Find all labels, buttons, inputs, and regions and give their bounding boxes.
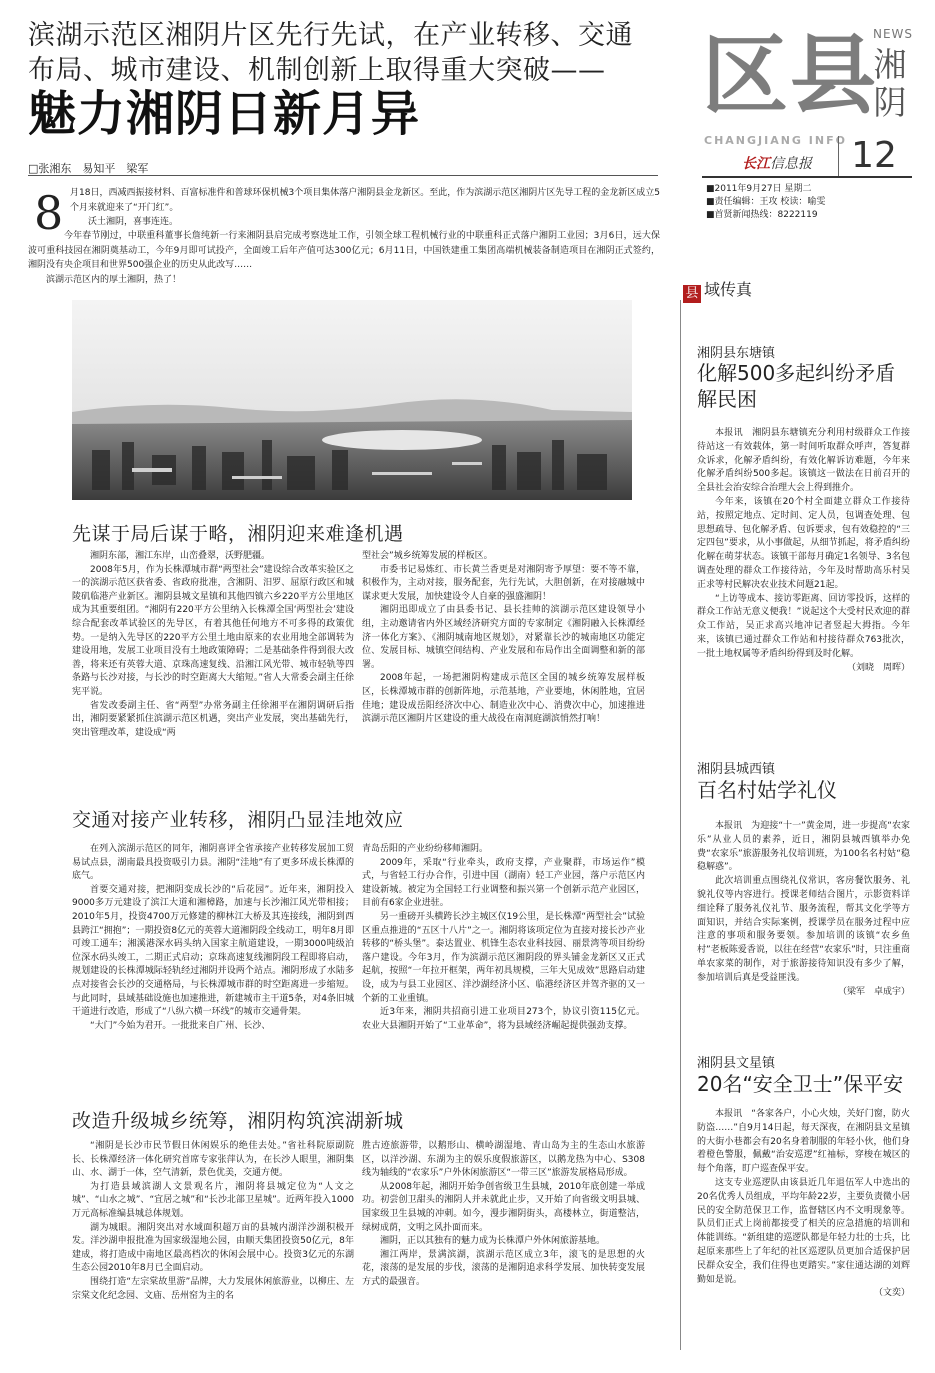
brand-rest: 信息报 [770, 156, 812, 172]
paragraph: 2008年5月，作为长株潭城市群“两型社会”建设综合改革实验区之一的滨湖示范区获省委、省政府批准，含湘阴、汨罗、屈原行政区和城陵矶临港产业新区。湘阴县城文星镇和其他四镇六乡220平方公里地区成为其重要组团。“湘阴有220平方公里纳入长株潭全国‘两型社会’建设综合配套改革试验区的先导区，有着其他任何地方不可多得的政策优势。一是纳入先导区的220平方公里土地由原来的农业用地全部调转为建设用地，发展工业项目没有土地政策障碍；二是基础条件得到很大改善，将来还有英蓉大道、京珠高速复线、沿湘江风光带、城市轻轨等四条路与长沙对接，与长沙的时空距离大大缩短。”省人大常委会副主任徐宪平说。 [72, 564, 354, 697]
article-subtitle: 湘阴县文星镇 [697, 1056, 776, 1071]
article-author: （梁军 卓成宇） [837, 986, 910, 997]
section-3-right-column [362, 1140, 645, 1290]
headline-divider [28, 175, 658, 176]
paragraph: 2009年，采取“行业牵头，政府支撑，产业聚群，市场运作”模式，与省轻工行办合作，引进中国（湖南）轻工产业园，落户示范区内建设新城。被定为全国轻工行业调整和振兴第一个创新示范产业园区，目前有6家企业进驻。 [362, 857, 645, 909]
headline-kicker: 滨湖示范区湘阴片区先行先试，在产业转移、交通布局、城市建设、机制创新上取得重大突破—— [28, 20, 633, 86]
city-panorama-photo [72, 300, 632, 500]
issue-editors: ■责任编辑：王攻 校读：喻雯 [706, 197, 826, 207]
paragraph: 2008年起，一场把湘阴构建成示范区全国的城乡统筹发展样板区，长株潭城市群的创新阵地，示范基地，产业要地，休闲胜地，宜居佳地；建设成岳阳经济次中心、制造业次中心、消费次中心，加速推进滨湖示范区湘阴片区建设的重大战役在南洞庭湖滨悄然打响！ [362, 673, 645, 725]
paragraph: 本报讯 “各家各户，小心火烛，关好门窗，防火防盗……”自9月14日起，每天深夜，在湘阴县文星镇的大街小巷都会有20名身着制服的年轻小伙，他们身着橙色警服，佩戴“治安巡逻”红袖标，穿梭在城区的每个角落，盯户巡查保平安。 [697, 1109, 910, 1175]
lead-paragraph: 滨湖示范区内的厚土湘阴，热了！ [46, 274, 182, 285]
paragraph: 另一重磅开头横跨长沙主城区仅19公里，是长株潭“两型社会”试验区重点推进的“五区十八片”之一。湘阴将该项定位为直接对接长沙产业转移的“桥头堡”。泰达置业、机锋生态农业科技园、丽景湾等项目纷纷落户建设。今年3月，作为滨湖示范区湘阴段的界头铺金龙新区又正式起航，按照“一年拉开框架，两年初具规模，三年大见成效”思路启动建设，成为与县工业园区、洋沙湖经济小区、临港经济区并驾齐驱的又一个新的工业重镇。 [362, 911, 645, 1004]
lead-paragraph: 今年春节刚过，中联重科董事长詹纯新一行来湘阴县启完成考察选址工作，引领全球工程机械行业的中联重科正式落户湘阴工业园；3月6日，远大保波可重科技园在湘阴奠基动工，今年9月即可试投产，全面竣工后年产值可达300亿元；6月11日，中国铁建重工集团高端机械装备制造项目在湘阴正式签约，湘阴没有央企项目和世界500强企业的历史从此改写…… [28, 231, 660, 270]
masthead-section: 区县 [702, 26, 878, 126]
paragraph: 为打造县域滨湖人文景观名片，湘阴将县城定位为“人文之城”、“山水之城”、“宜居之城”和“长沙北部卫星城”。近两年投入1000万元高标准编县城总体规划。 [72, 1181, 354, 1219]
paragraph: “大门”今始为君开。一批批来自广州、长沙、 [90, 1020, 271, 1031]
sidebar-divider [680, 300, 681, 1350]
lead-paragraph: 沃土湘阴，喜事连连。 [88, 217, 179, 227]
section-title: 改造升级城乡统筹，湘阴构筑滨湖新城 [72, 1110, 404, 1132]
lead-first [70, 186, 660, 230]
article-subtitle: 湘阴县东塘镇 [697, 346, 776, 361]
paragraph: 青岛岳阳的产业纷纷移师湘阴。 [362, 844, 489, 854]
paragraph: 湘阴东部，湘江东岸，山峦叠翠，沃野肥疆。 [90, 551, 271, 561]
paragraph: 湘江两岸，景满滨湖，滨湖示范区成立3年，滚飞的是思想的火花，滚荡的是发展的步伐，滚荡的是湘阴追求科学发展、加快转变发展方式的最强音。 [362, 1249, 645, 1287]
issue-meta [706, 183, 825, 222]
issue-hotline: ■首贤新闻热线：8222119 [706, 210, 818, 220]
paragraph: 今年来，该镇在20个村全面建立群众工作接待站，按照定地点、定时间、定人员，包调查处理、包思想疏导、包化解矛盾、包诉要求，包有效稳控的“三定四包”要求，从小事做起，从细节抓起，将矛盾纠纷化解在萌芽状态。该镇干部每月确定1名领导、3名包调查处理的群众工作接待站，今年及时帮助高乐村吴正求等村民解决农业技术问题21起。 [697, 496, 910, 590]
section-1-left-column [72, 550, 354, 740]
county-icon: 县 [683, 285, 701, 303]
section-2-left-column [72, 843, 354, 1033]
article-body [697, 427, 910, 675]
paragraph: 省发改委副主任、省“两型”办常务副主任徐湘平在湘阴调研后指出，湘阴要紧紧抓住滨湖示范区机遇，突出产业发展，突出基础先行，突出管理改革，建设成“两 [72, 700, 354, 738]
sidebar-column-header [683, 277, 752, 303]
article-subtitle: 湘阴县城西镇 [697, 762, 776, 777]
paragraph: 湘阴，正以其独有的魅力成为长株潭户外休闲旅游基地。 [380, 1236, 606, 1247]
paragraph: 本报讯 为迎接“十一”黄金周，进一步提高“农家乐”从业人员的素养，近日，湘阴县城西镇举办免费“农家乐”旅游服务礼仪培训班，为100名名村姑“稳稳解惑”。 [697, 821, 910, 873]
paragraph: 围绕打造“左宗棠故里游”品牌，大力发展休闲旅游业，以柳庄、左宗棠文化纪念园、文庙、岳州窑为主的名 [72, 1276, 354, 1301]
paragraph: 此次培训重点围绕礼仪常识，客房餐饮服务、礼貌礼仪等内容进行。授课老师结合图片，示影资料详细诠释了服务礼仪礼节、服务流程，帮其文化学等方面知识，并结合实际案例，授课学员在服务过程中应注意的事项和服务要领。参加培训的该镇“农乡鱼村”老板陈爱香说，以往在经营“农家乐”时，只注重商单农家菜的制作，对于旅游接待知识没有多少了解，参加培训后真是受益匪浅。 [697, 876, 910, 983]
masthead-english: CHANGJIANG INFO [704, 134, 847, 147]
paragraph: 首要交通对接，把湘阴变成长沙的“后花园”。近年来，湘阴投入9000多万元建设了滨江大道和湘樟路，加速与长沙湘江风光带相接；2010年5月，投资4700万元修建的柳林江大桥及其连接线，湘阴到西县跨江“拥抱”；一期投资8亿元的英蓉大道湘阴段全线动工，明年8月即可竣工通车；湘溪港深水码头纳入国家主航道建设，一期3000吨级泊位深水码头竣工，二期正式启动；京珠高速复线湘阴段工程即将启动，规划建设的长株潭城际轻轨经过湘阴并设两个站点。湘阴形成了水陆多点对接省会长沙的交通格局，与长株潭城市群的时空距离进一步缩短。与此同时，县域基础设施也加速推进，新建城市主干道5条，对4条旧城干道进行改造，形成了“八纵六横一环线”的城市交通骨架。 [72, 884, 354, 1018]
paragraph: “湘阴是长沙市民节假日休闲娱乐的绝佳去处。”省社科院原副院长、长株潭经济一体化研究首席专家张萍认为，在长沙人眼里，湘阴集山、水、湖于一体，空气清新，景色优美，交通方便。 [72, 1141, 354, 1179]
paragraph: 型社会”城乡统筹发展的样板区。 [362, 551, 493, 561]
lead-paragraph: 月18日，西减西振接材料、百富标准件和普球环保机械3个项目集体落户湘阴县金龙新区。至此，作为滨湖示范区湘阴片区先导工程的金龙新区成立5个月来就迎来了“开门红”。 [70, 188, 660, 213]
article-author: （刘晓 周晖） [846, 662, 910, 673]
masthead-news: NEWS [873, 27, 914, 41]
section-2-right-column [362, 843, 645, 1033]
drop-cap: 8 [34, 186, 64, 240]
page-number: 12 [838, 136, 909, 176]
section-title: 先谋于局后谋于略，湘阴迎来难逢机遇 [72, 523, 404, 545]
paragraph: 胜古迹旅游带，以鹅形山、横岭湖湿地、青山岛为主的生态山水旅游区，以洋沙湖、东湖为主的娱乐度假旅游区，以鹅龙热为中心、S308线为轴线的“农家乐”户外休闲旅游区“一带三区”旅游发展格局形成。 [362, 1141, 645, 1179]
paragraph: 本报讯 湘阴县东塘镇充分利用村级群众工作接待站这一有效载体，第一时间听取群众呼声，答复群众诉求，化解矛盾纠纷，有效化解诉访难题，今年来化解矛盾纠纷500多起。该镇这一做法在日前召开的全县社会治安综合治理大会上得到推介。 [697, 428, 910, 494]
section-3-left-column [72, 1140, 354, 1303]
paragraph: 这支专业巡逻队由该县近几年退伍军人中选出的20名优秀人员组成，平均年龄22岁，主要负责微小居民的安全防范保卫工作，监督辖区内不文明现象等。队员们正式上岗前都接受了相关的应急措施的培训和体能训练。“新组建的巡逻队都是年轻力壮的士兵，比起原来那些上了年纪的社区巡逻队员更加合适保护居民群众安全，我们住得也更踏实。”家住通达湖的刘辉勤如是说。 [697, 1177, 910, 1285]
article-body [697, 820, 910, 999]
section-1-right-column [362, 550, 645, 727]
lead-rest [28, 229, 660, 287]
paragraph: 在列入滨湖示范区的同年，湘阴喜评全省承接产业转移发展加工贸易试点县，湖南最具投资吸引力县。湘阴“洼地”有了更多环成长株潭的底气。 [72, 844, 354, 882]
column-label: 域传真 [704, 280, 753, 299]
article-title: 百名村姑学礼仪 [697, 778, 837, 802]
headline-title: 魅力湘阴日新月异 [28, 86, 421, 142]
article-body [697, 1108, 910, 1301]
article-title: 20名“安全卫士”保平安 [697, 1072, 904, 1096]
article-author: （文奕） [873, 1288, 910, 1299]
masthead-region: 湘阴 [873, 45, 907, 122]
paragraph: “上访等成本、接访零距离、回访零投诉，这样的群众工作站无意义便我！”说起这个大受村民欢迎的群众工作站，吴正求高兴地冲记者竖起大拇指。今年来，该镇已通过群众工作站和村接待群众763批次，一批土地权属等矛盾纠纷得到及时化解。 [697, 593, 910, 659]
paragraph: 湘阴迅即成立了由县委书记、县长挂帅的滨湖示范区建设领导小组，主动邀请省内外区域经济研究方面的专家制定《湘阴融入长株潭经济一体化方案》、《湘阴城南地区规划》，对紧靠长沙的城南地区功能定位、发展目标、城镇空间结构、产业发展和布局作出全面调整和新的部署。 [362, 605, 645, 670]
paragraph: 近3年来，湘阴共招商引进工业项目273个，协议引资115亿元。农业大县湘阴开始了“工业革命”，将为县域经济崛起提供强劲支撑。 [362, 1007, 645, 1031]
panorama-illustration [72, 300, 632, 500]
brand-red: 长江 [742, 156, 770, 172]
section-title: 交通对接产业转移，湘阴凸显洼地效应 [72, 809, 404, 831]
paragraph: 从2008年起，湘阴开始争创省级卫生县城，2010年底创建一举成功。初尝创卫甜头的湘阴人并未就此止步，又开始了向省级文明县城、国家级卫生县城的冲刺。如今，漫步湘阴街头，高楼林立，街道整洁，绿树成荫，文明之风扑面而来。 [362, 1181, 645, 1233]
masthead-divider [702, 176, 912, 178]
paragraph: 湖为城眼。湘阴突出对水域面积超万亩的县城内湖洋沙湖积极开发。洋沙湖申报批准为国家级湿地公园，由顺天集团投资50亿元，8年建成，将打造成中南地区最高档次的休闲会展中心。投资3亿元的东湖生态公园2010年8月已全面启动。 [72, 1222, 354, 1274]
article-title: 化解500多起纠纷矛盾解民困 [697, 361, 896, 411]
masthead-brand [742, 153, 812, 173]
byline: □张湘东 易知平 梁军 [28, 162, 149, 175]
issue-date: ■2011年9月27日 星期二 [706, 184, 812, 194]
paragraph: 市委书记易炼红、市长黄兰香更是对湘阴寄予厚望：要不等不靠，积极作为，主动对接，服务配套，先行先试，大胆创新，在对接融城中谋求更大发展，加快建设令人自豪的强盛湘阴！ [362, 564, 645, 602]
